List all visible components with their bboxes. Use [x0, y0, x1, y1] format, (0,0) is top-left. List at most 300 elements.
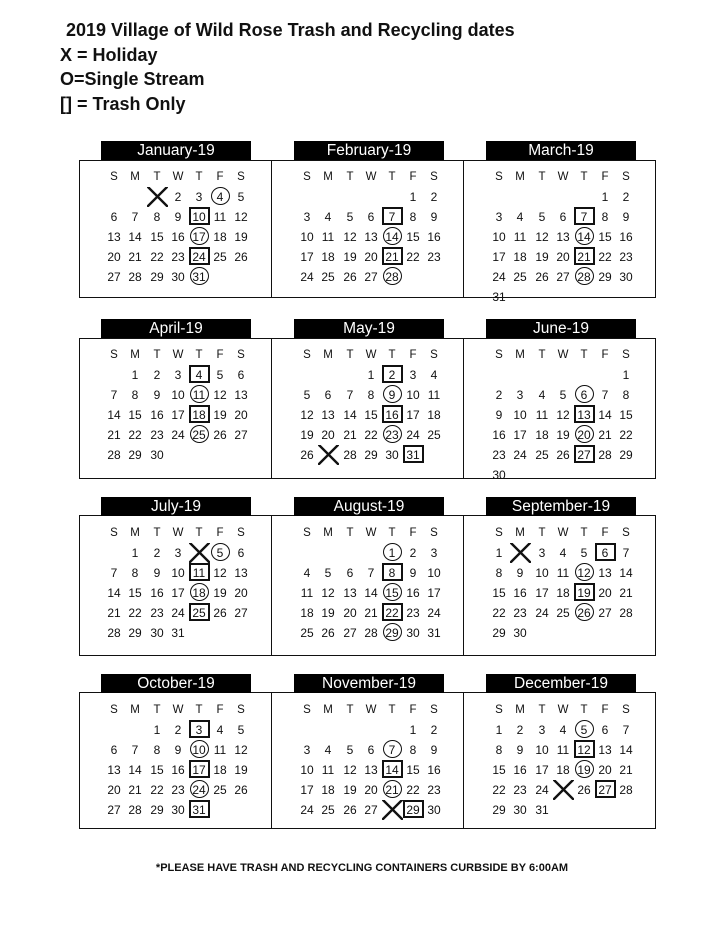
weekday-label: M — [323, 527, 333, 539]
calendar-day: 2 — [622, 190, 630, 204]
weekday-label: S — [430, 704, 438, 716]
calendar-day: 8 — [601, 210, 609, 224]
weekday-label: F — [216, 349, 224, 361]
weekday-label: F — [601, 171, 609, 183]
calendar-day: 7 — [346, 388, 354, 402]
calendar-day: 23 — [513, 606, 527, 620]
calendar-day: 3 — [303, 743, 311, 757]
calendar-day: 15 — [364, 408, 378, 422]
calendar-day: 5 — [559, 388, 567, 402]
calendar-day: 5 — [346, 210, 354, 224]
calendar-day: 17 — [171, 408, 185, 422]
calendar-day: 9 — [174, 210, 182, 224]
calendar-day: 2 — [430, 190, 438, 204]
calendar-day: 11 — [321, 230, 335, 244]
month-title: March-19 — [486, 141, 636, 160]
weekday-label: T — [346, 171, 354, 183]
calendar-day: 7 — [622, 546, 630, 560]
weekday-label: T — [153, 171, 161, 183]
weekday-label: F — [409, 171, 417, 183]
calendar-day: 31 — [427, 626, 441, 640]
calendar-day: 6 — [601, 723, 609, 737]
calendar-day: 21 — [128, 783, 142, 797]
weekday-label: S — [622, 171, 630, 183]
calendar-day: 22 — [364, 428, 378, 442]
weekday-label: T — [580, 527, 588, 539]
calendar-day: 20 — [598, 763, 612, 777]
weekday-label: S — [622, 527, 630, 539]
calendar-day: 15 — [598, 230, 612, 244]
page-header — [60, 18, 515, 116]
weekday-label: T — [580, 704, 588, 716]
trash-only-day: 27 — [595, 780, 616, 800]
weekday-label: F — [409, 349, 417, 361]
weekday-label: M — [515, 527, 525, 539]
calendar-day: 12 — [300, 408, 314, 422]
calendar-day: 12 — [234, 743, 248, 757]
calendar-day: 24 — [171, 606, 185, 620]
calendar-day: 25 — [213, 250, 227, 264]
calendar-day: 6 — [367, 210, 375, 224]
calendar-day: 22 — [406, 783, 420, 797]
weekday-label: T — [538, 171, 546, 183]
trash-only-day: 4 — [189, 365, 210, 385]
calendar-day: 15 — [406, 230, 420, 244]
page-title: 2019 Village of Wild Rose Trash and Recycling dates — [66, 20, 515, 40]
calendar-day: 19 — [300, 428, 314, 442]
calendar-day: 1 — [153, 723, 161, 737]
legend-single-stream: O=Single Stream — [60, 69, 205, 89]
calendar-day: 17 — [427, 586, 441, 600]
calendar-day: 23 — [171, 250, 185, 264]
calendar-day: 23 — [150, 606, 164, 620]
calendar-day: 11 — [535, 408, 549, 422]
calendar-day: 11 — [321, 763, 335, 777]
weekday-label: T — [538, 527, 546, 539]
calendar-day: 2 — [174, 723, 182, 737]
weekday-label: W — [365, 171, 377, 183]
calendar-day: 26 — [213, 428, 227, 442]
calendar-day: 16 — [171, 763, 185, 777]
trash-only-day: 10 — [189, 207, 210, 227]
calendar-day: 10 — [406, 388, 420, 402]
calendar-day: 17 — [492, 250, 506, 264]
calendar-day: 28 — [343, 448, 357, 462]
calendar-day: 23 — [406, 606, 420, 620]
trash-only-day: 25 — [189, 603, 210, 623]
calendar-day: 12 — [535, 230, 549, 244]
calendar-day: 19 — [234, 763, 248, 777]
holiday-day — [189, 543, 210, 563]
calendar-day: 22 — [492, 783, 506, 797]
calendar-day: 11 — [300, 586, 314, 600]
calendar-day: 25 — [513, 270, 527, 284]
calendar-day: 24 — [427, 606, 441, 620]
calendar-day: 24 — [513, 448, 527, 462]
weekday-label: M — [130, 527, 140, 539]
legend-holiday: X = Holiday — [60, 44, 158, 65]
calendar-day: 18 — [556, 586, 570, 600]
calendar-day: 16 — [406, 586, 420, 600]
calendar-day: 23 — [427, 783, 441, 797]
single-stream-day: 15 — [382, 583, 403, 603]
weekday-label: F — [216, 171, 224, 183]
trash-only-day: 31 — [189, 800, 210, 820]
single-stream-day: 21 — [382, 780, 403, 800]
calendar-day: 11 — [556, 743, 570, 757]
single-stream-day: 19 — [574, 760, 595, 780]
calendar-day: 26 — [343, 270, 357, 284]
calendar-day: 11 — [513, 230, 527, 244]
weekday-label: T — [153, 349, 161, 361]
single-stream-day: 5 — [210, 543, 231, 563]
holiday-x-icon — [147, 187, 168, 207]
weekday-label: S — [110, 527, 118, 539]
calendar-day: 8 — [622, 388, 630, 402]
calendar-day: 1 — [622, 368, 630, 382]
calendar-day: 5 — [303, 388, 311, 402]
calendar-day: 29 — [619, 448, 633, 462]
weekday-label: T — [153, 527, 161, 539]
weekday-label: T — [538, 704, 546, 716]
holiday-day — [318, 445, 339, 465]
trash-only-day: 12 — [574, 740, 595, 760]
weekday-label: F — [216, 527, 224, 539]
calendar-day: 3 — [430, 546, 438, 560]
calendar-day: 15 — [128, 408, 142, 422]
calendar-day: 2 — [495, 388, 503, 402]
calendar-day: 5 — [237, 190, 245, 204]
calendar-day: 1 — [601, 190, 609, 204]
weekday-label: M — [130, 349, 140, 361]
weekday-label: S — [237, 349, 245, 361]
weekday-label: S — [303, 704, 311, 716]
weekday-label: S — [237, 704, 245, 716]
calendar-day: 27 — [107, 803, 121, 817]
single-stream-day: 10 — [189, 740, 210, 760]
trash-only-day: 27 — [574, 445, 595, 465]
trash-only-day: 17 — [189, 760, 210, 780]
trash-only-day: 3 — [189, 720, 210, 740]
calendar-day: 14 — [107, 586, 121, 600]
calendar-day: 29 — [492, 626, 506, 640]
calendar-day: 6 — [367, 743, 375, 757]
calendar-day: 8 — [367, 388, 375, 402]
single-stream-day: 18 — [189, 583, 210, 603]
calendar-day: 18 — [321, 783, 335, 797]
calendar-day: 26 — [577, 783, 591, 797]
trash-only-day: 7 — [574, 207, 595, 227]
calendar-day: 12 — [213, 566, 227, 580]
calendar-day: 16 — [427, 230, 441, 244]
month-title: November-19 — [294, 674, 444, 693]
calendar-day: 14 — [598, 408, 612, 422]
calendar-day: 13 — [234, 566, 248, 580]
calendar-day: 5 — [346, 743, 354, 757]
calendar-day: 28 — [128, 803, 142, 817]
calendar-day: 27 — [364, 270, 378, 284]
calendar-day: 24 — [300, 803, 314, 817]
calendar-day: 7 — [110, 566, 118, 580]
calendar-day: 30 — [513, 803, 527, 817]
weekday-label: F — [409, 704, 417, 716]
calendar-day: 25 — [427, 428, 441, 442]
trash-only-day: 13 — [574, 405, 595, 425]
calendar-day: 5 — [237, 723, 245, 737]
calendar-day: 20 — [364, 783, 378, 797]
calendar-day: 7 — [601, 388, 609, 402]
weekday-label: S — [430, 171, 438, 183]
calendar-day: 7 — [622, 723, 630, 737]
trash-only-day: 22 — [382, 603, 403, 623]
calendar-day: 30 — [171, 270, 185, 284]
calendar-day: 6 — [559, 210, 567, 224]
calendar-day: 31 — [171, 626, 185, 640]
calendar-day: 2 — [516, 723, 524, 737]
trash-only-day: 16 — [382, 405, 403, 425]
calendar-day: 17 — [513, 428, 527, 442]
trash-only-day: 24 — [189, 247, 210, 267]
calendar-day: 13 — [321, 408, 335, 422]
calendar-day: 3 — [538, 723, 546, 737]
calendar-day: 18 — [213, 230, 227, 244]
calendar-day: 8 — [495, 566, 503, 580]
calendar-day: 6 — [237, 368, 245, 382]
month-title: July-19 — [101, 497, 251, 516]
holiday-x-icon — [189, 543, 210, 563]
calendar-day: 29 — [492, 803, 506, 817]
calendar-day: 10 — [171, 566, 185, 580]
calendar-day: 17 — [300, 250, 314, 264]
weekday-label: M — [130, 704, 140, 716]
calendar-day: 15 — [406, 763, 420, 777]
single-stream-day: 5 — [574, 720, 595, 740]
single-stream-day: 14 — [382, 227, 403, 247]
holiday-x-icon — [382, 800, 403, 820]
calendar-day: 19 — [343, 783, 357, 797]
weekday-label: S — [495, 704, 503, 716]
single-stream-day: 23 — [382, 425, 403, 445]
calendar-day: 20 — [234, 586, 248, 600]
calendar-day: 11 — [213, 210, 227, 224]
calendar-day: 3 — [538, 546, 546, 560]
calendar-day: 19 — [343, 250, 357, 264]
calendar-day: 12 — [234, 210, 248, 224]
calendar-day: 29 — [364, 448, 378, 462]
calendar-day: 10 — [171, 388, 185, 402]
calendar-day: 20 — [107, 783, 121, 797]
calendar-day: 15 — [619, 408, 633, 422]
weekday-label: F — [601, 704, 609, 716]
calendar-day: 30 — [513, 626, 527, 640]
calendar-day: 2 — [153, 368, 161, 382]
calendar-day: 9 — [174, 743, 182, 757]
calendar-day: 22 — [406, 250, 420, 264]
calendar-day: 21 — [128, 250, 142, 264]
calendar-day: 12 — [343, 763, 357, 777]
curbside-notice: *PLEASE HAVE TRASH AND RECYCLING CONTAINERS CURBSIDE BY 6:00AM — [155, 862, 569, 874]
holiday-x-icon — [318, 445, 339, 465]
holiday-day — [553, 780, 574, 800]
calendar-day: 12 — [321, 586, 335, 600]
calendar-day: 26 — [213, 606, 227, 620]
calendar-day: 7 — [131, 210, 139, 224]
weekday-label: T — [388, 349, 396, 361]
weekday-label: S — [110, 704, 118, 716]
weekday-label: W — [172, 704, 184, 716]
calendar-day: 19 — [234, 230, 248, 244]
calendar-day: 31 — [492, 290, 506, 304]
weekday-label: W — [172, 171, 184, 183]
calendar-day: 13 — [598, 566, 612, 580]
weekday-label: F — [216, 704, 224, 716]
calendar-day: 8 — [131, 388, 139, 402]
calendar-day: 6 — [110, 210, 118, 224]
weekday-label: S — [430, 527, 438, 539]
calendar-day: 21 — [619, 586, 633, 600]
calendar-day: 21 — [343, 428, 357, 442]
trash-only-day: 14 — [382, 760, 403, 780]
calendar-day: 7 — [131, 743, 139, 757]
calendar-day: 25 — [321, 803, 335, 817]
calendar-day: 10 — [300, 230, 314, 244]
calendar-day: 9 — [495, 408, 503, 422]
calendar-day: 28 — [364, 626, 378, 640]
weekday-label: T — [580, 171, 588, 183]
month-title: August-19 — [294, 497, 444, 516]
calendar-day: 4 — [559, 723, 567, 737]
calendar-day: 6 — [110, 743, 118, 757]
trash-only-day: 2 — [382, 365, 403, 385]
calendar-day: 21 — [619, 763, 633, 777]
weekday-label: S — [303, 527, 311, 539]
calendar-day: 6 — [346, 566, 354, 580]
calendar-day: 30 — [171, 803, 185, 817]
weekday-label: T — [195, 704, 203, 716]
calendar-day: 3 — [516, 388, 524, 402]
calendar-day: 4 — [303, 566, 311, 580]
calendar-day: 4 — [216, 723, 224, 737]
single-stream-day: 14 — [574, 227, 595, 247]
calendar-day: 16 — [492, 428, 506, 442]
calendar-day: 27 — [364, 803, 378, 817]
calendar-day: 24 — [535, 606, 549, 620]
calendar-day: 18 — [427, 408, 441, 422]
calendar-day: 1 — [495, 546, 503, 560]
calendar-day: 1 — [367, 368, 375, 382]
trash-only-day: 29 — [403, 800, 424, 820]
calendar-day: 13 — [364, 230, 378, 244]
calendar-day: 15 — [128, 586, 142, 600]
calendar-day: 13 — [556, 230, 570, 244]
calendar-day: 13 — [234, 388, 248, 402]
calendar-day: 23 — [619, 250, 633, 264]
calendar-day: 26 — [321, 626, 335, 640]
single-stream-day: 31 — [189, 267, 210, 287]
calendar-day: 27 — [598, 606, 612, 620]
weekday-label: S — [495, 349, 503, 361]
weekday-label: W — [365, 349, 377, 361]
calendar-day: 28 — [107, 448, 121, 462]
trash-only-day: 18 — [189, 405, 210, 425]
calendar-day: 16 — [513, 763, 527, 777]
calendar-day: 13 — [343, 586, 357, 600]
calendar-day: 27 — [556, 270, 570, 284]
calendar-day: 14 — [619, 743, 633, 757]
weekday-label: W — [557, 527, 569, 539]
weekday-label: T — [388, 704, 396, 716]
weekday-label: S — [622, 349, 630, 361]
calendar-day: 2 — [153, 546, 161, 560]
calendar-day: 13 — [107, 763, 121, 777]
calendar-day: 30 — [427, 803, 441, 817]
calendar-day: 28 — [598, 448, 612, 462]
calendar-day: 4 — [324, 210, 332, 224]
calendar-day: 25 — [321, 270, 335, 284]
calendar-day: 8 — [409, 210, 417, 224]
calendar-day: 9 — [430, 210, 438, 224]
calendar-day: 13 — [107, 230, 121, 244]
weekday-label: T — [388, 527, 396, 539]
weekday-label: W — [557, 704, 569, 716]
single-stream-day: 1 — [382, 543, 403, 563]
calendar-day: 7 — [110, 388, 118, 402]
calendar-day: 29 — [128, 626, 142, 640]
calendar-day: 8 — [131, 566, 139, 580]
calendar-day: 12 — [556, 408, 570, 422]
weekday-label: F — [601, 349, 609, 361]
calendar-day: 9 — [430, 743, 438, 757]
calendar-day: 30 — [150, 626, 164, 640]
calendar-day: 26 — [300, 448, 314, 462]
calendar-day: 24 — [406, 428, 420, 442]
calendar-day: 22 — [128, 428, 142, 442]
calendar-day: 4 — [559, 546, 567, 560]
weekday-label: M — [130, 171, 140, 183]
calendar-day: 14 — [619, 566, 633, 580]
weekday-label: T — [388, 171, 396, 183]
calendar-day: 22 — [150, 783, 164, 797]
calendar-day: 1 — [495, 723, 503, 737]
calendar-day: 16 — [171, 230, 185, 244]
calendar-day: 1 — [409, 190, 417, 204]
calendar-day: 18 — [321, 250, 335, 264]
calendar-day: 26 — [343, 803, 357, 817]
calendar-day: 28 — [619, 783, 633, 797]
calendar-day: 2 — [430, 723, 438, 737]
calendar-day: 12 — [343, 230, 357, 244]
calendar-day: 13 — [364, 763, 378, 777]
month-title: May-19 — [294, 319, 444, 338]
calendar-day: 6 — [237, 546, 245, 560]
calendar-day: 9 — [153, 566, 161, 580]
calendar-day: 2 — [409, 546, 417, 560]
calendar-day: 3 — [303, 210, 311, 224]
calendar-day: 11 — [556, 566, 570, 580]
weekday-label: T — [346, 704, 354, 716]
calendar-day: 8 — [409, 743, 417, 757]
calendar-day: 5 — [324, 566, 332, 580]
calendar-day: 21 — [364, 606, 378, 620]
calendar-day: 24 — [300, 270, 314, 284]
calendar-day: 30 — [150, 448, 164, 462]
calendar-day: 30 — [619, 270, 633, 284]
calendar-day: 19 — [213, 408, 227, 422]
calendar-day: 17 — [300, 783, 314, 797]
weekday-label: W — [172, 349, 184, 361]
calendar-day: 19 — [213, 586, 227, 600]
weekday-label: M — [323, 349, 333, 361]
